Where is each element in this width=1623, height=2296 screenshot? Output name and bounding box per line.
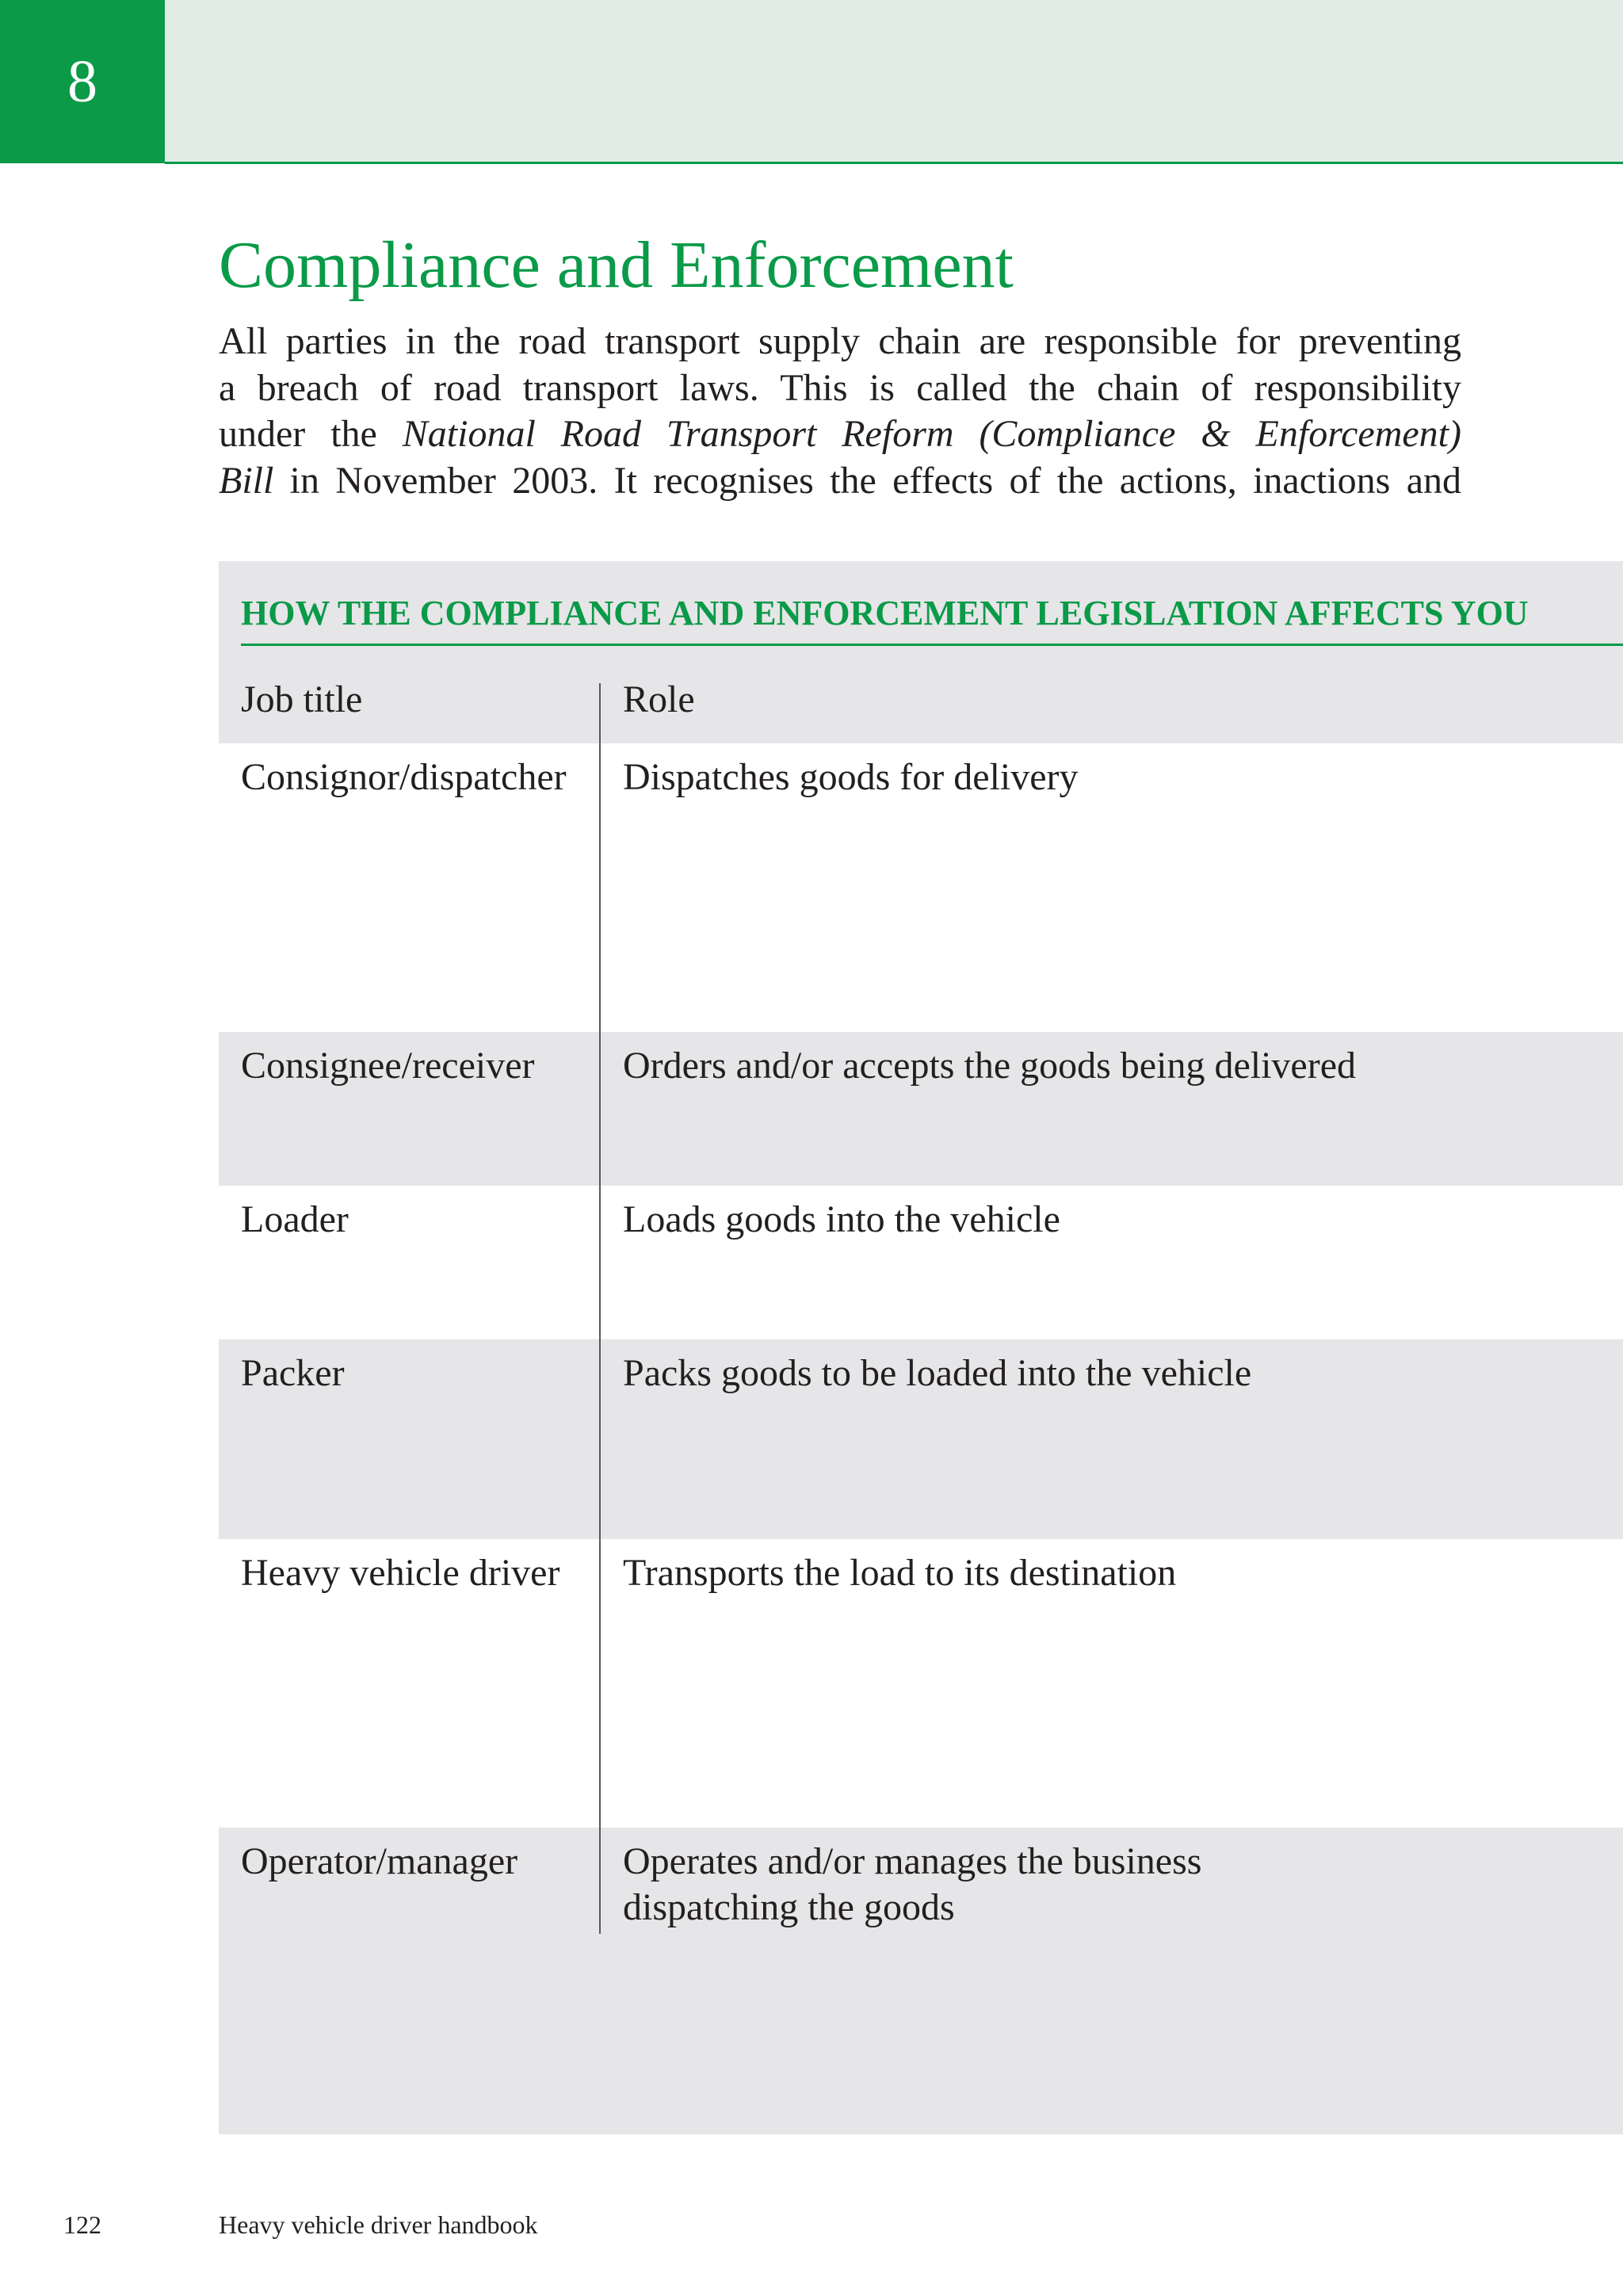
intro-paragraph [219,319,1461,504]
job-title-cell: Consignor/dispatcher [241,756,567,798]
column-divider [599,683,601,1934]
column-header-role: Role [623,678,695,720]
intro-line-4 [219,458,1461,505]
bill-name: National Road Transport Reform (Compliance & Enforcement) [402,413,1461,455]
role-line: Operates and/or manages the business [623,1840,1202,1882]
role-cell: Dispatches goods for delivery [623,756,1079,798]
job-title-cell: Packer [241,1352,345,1394]
table-row [219,1828,1623,2134]
header-band [165,0,1623,164]
intro-line-3 [219,411,1461,458]
role-cell [623,1828,1574,1931]
column-header-job-title: Job title [241,678,363,720]
chapter-tab [0,0,165,163]
table-row [219,1539,1623,1828]
intro-line-1: All parties in the road transport supply chain are responsible for preventing [219,320,1461,362]
table-row [219,1339,1623,1539]
legislation-table [219,561,1623,2134]
role-cell: Packs goods to be loaded into the vehicle [623,1352,1252,1394]
job-title-cell: Operator/manager [241,1840,518,1882]
intro-line-2: a breach of road transport laws. This is called the chain of responsibility [219,366,1461,409]
table-row [219,1032,1623,1186]
job-title-cell: Consignee/receiver [241,1045,535,1087]
bill-word: Bill [219,459,274,502]
chapter-number: 8 [67,48,97,115]
role-cell: Transports the load to its destination [623,1552,1177,1594]
role-line: dispatching the goods [623,1886,955,1928]
table-title: HOW THE COMPLIANCE AND ENFORCEMENT LEGISLATION AFFECTS YOU [241,585,1623,646]
job-title-cell: Loader [241,1198,349,1240]
intro-line-4-text: in November 2003. It recognises the effects of the actions, inactions and [273,459,1461,502]
role-cell: Orders and/or accepts the goods being delivered [623,1045,1357,1087]
footer-book-title: Heavy vehicle driver handbook [219,2210,538,2239]
page-title: Compliance and Enforcement [219,228,1014,302]
role-cell: Loads goods into the vehicle [623,1198,1060,1240]
intro-line-3-text: under the [219,413,403,455]
job-title-cell: Heavy vehicle driver [241,1552,560,1594]
table-row [219,1186,1623,1339]
table-row [219,743,1623,1032]
page-number: 122 [63,2210,101,2239]
